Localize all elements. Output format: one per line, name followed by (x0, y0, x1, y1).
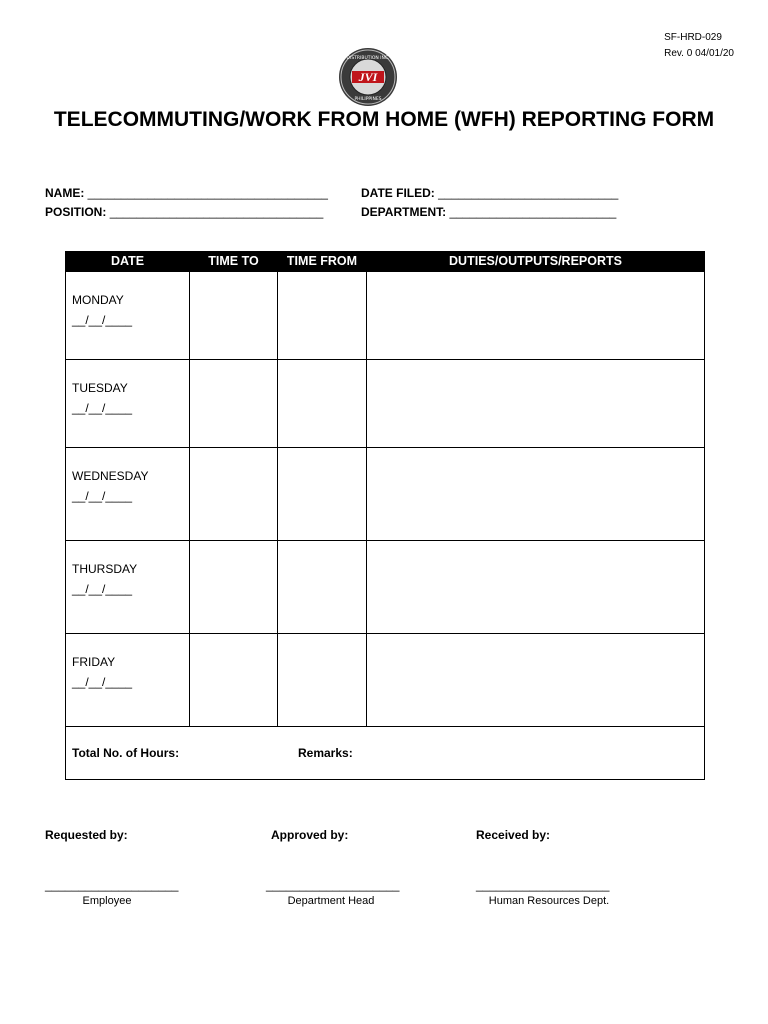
totals-row (66, 727, 705, 780)
date-filed-line: ___________________________ (438, 186, 619, 200)
logo-bottom-text: PHILIPPINES (354, 97, 382, 102)
date-cell[interactable] (66, 634, 190, 727)
date-cell[interactable] (66, 448, 190, 541)
requested-by-label: Requested by: (45, 828, 128, 842)
time-from-cell[interactable] (278, 541, 367, 634)
header-time-from: TIME FROM (278, 251, 367, 272)
date-blank: __/__/____ (72, 401, 133, 415)
table-row-tuesday (66, 360, 705, 448)
position-line: ________________________________ (109, 205, 324, 219)
date-filed-field[interactable] (361, 186, 618, 200)
totals-cell[interactable] (66, 727, 705, 780)
day-label: FRIDAY (72, 655, 116, 669)
time-to-cell[interactable] (190, 272, 278, 360)
department-label: DEPARTMENT: (361, 205, 447, 219)
table-row-monday (66, 272, 705, 360)
name-field[interactable] (45, 186, 328, 200)
day-label: TUESDAY (72, 381, 128, 395)
duties-cell[interactable] (367, 360, 705, 448)
date-blank: __/__/____ (72, 313, 133, 327)
day-label: WEDNESDAY (72, 469, 149, 483)
day-label: THURSDAY (72, 562, 138, 576)
time-to-cell[interactable] (190, 634, 278, 727)
table-header-row (66, 251, 705, 272)
position-label: POSITION: (45, 205, 107, 219)
dept-head-signature-line[interactable]: ____________________ (266, 878, 400, 892)
dept-head-caption: Department Head (287, 895, 375, 907)
header-time-to: TIME TO (190, 251, 278, 272)
date-cell[interactable] (66, 541, 190, 634)
company-logo (338, 47, 398, 107)
employee-caption: Employee (82, 895, 132, 907)
name-line: ____________________________________ (87, 186, 328, 200)
day-label: MONDAY (72, 293, 124, 307)
time-from-cell[interactable] (278, 634, 367, 727)
time-from-cell[interactable] (278, 360, 367, 448)
duties-cell[interactable] (367, 541, 705, 634)
time-from-cell[interactable] (278, 272, 367, 360)
name-label: NAME: (45, 186, 85, 200)
duties-cell[interactable] (367, 634, 705, 727)
time-to-cell[interactable] (190, 541, 278, 634)
date-filed-label: DATE FILED: (361, 186, 435, 200)
hr-signature-line[interactable]: ____________________ (476, 878, 610, 892)
logo-top-text: DISTRIBUTION INC. (346, 56, 390, 61)
header-date: DATE (66, 251, 190, 272)
table-row-thursday (66, 541, 705, 634)
table-row-friday (66, 634, 705, 727)
document-revision: Rev. 0 04/01/20 (664, 48, 734, 59)
time-to-cell[interactable] (190, 360, 278, 448)
employee-signature-line[interactable]: ____________________ (45, 878, 179, 892)
logo-initials: JVI (358, 70, 378, 84)
position-field[interactable] (45, 205, 323, 219)
date-blank: __/__/____ (72, 675, 133, 689)
duties-cell[interactable] (367, 448, 705, 541)
document-code-block (664, 30, 734, 62)
date-blank: __/__/____ (72, 489, 133, 503)
date-blank: __/__/____ (72, 582, 133, 596)
total-hours-label: Total No. of Hours: (72, 746, 180, 760)
date-cell[interactable] (66, 360, 190, 448)
hr-caption: Human Resources Dept. (488, 895, 610, 907)
document-code: SF-HRD-029 (664, 32, 722, 43)
time-to-cell[interactable] (190, 448, 278, 541)
time-from-cell[interactable] (278, 448, 367, 541)
department-field[interactable] (361, 205, 616, 219)
department-line: _________________________ (449, 205, 617, 219)
wfh-report-table (65, 251, 705, 780)
received-by-label: Received by: (476, 828, 551, 842)
remarks-label: Remarks: (298, 746, 353, 760)
header-duties: DUTIES/OUTPUTS/REPORTS (367, 251, 705, 272)
date-cell[interactable] (66, 272, 190, 360)
form-title: TELECOMMUTING/WORK FROM HOME (WFH) REPORTING FORM (53, 108, 715, 131)
approved-by-label: Approved by: (271, 828, 349, 842)
table-row-wednesday (66, 448, 705, 541)
duties-cell[interactable] (367, 272, 705, 360)
